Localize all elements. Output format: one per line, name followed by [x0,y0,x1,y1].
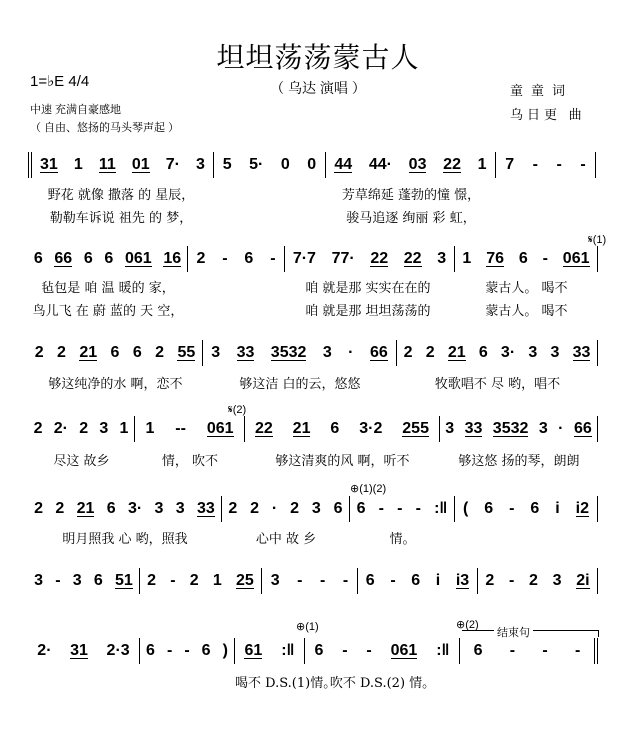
note-group: 6 [330,420,340,437]
note-group: 061 [562,250,590,267]
note-group: ( [462,500,469,517]
lyric-segment: 喝不 D.S.(1)情。 [235,676,337,691]
note-group: -- [175,420,186,437]
note-group: - [390,572,396,589]
measure [140,568,262,594]
lyric-segment [460,672,598,691]
note-group: 76 [486,250,504,267]
lyric-segment [188,277,285,296]
note-group: - [170,572,176,589]
note-group: 6 [473,642,483,659]
note-group: 3532 [492,420,529,437]
note-group: - [580,156,586,173]
note-group: 3 [538,420,548,437]
lyric-segment: 牧歌唱不 尽 哟，唱不 [434,377,561,392]
note-group: 6 [478,344,488,361]
note-group: 3 [437,250,447,267]
system-2 [28,246,598,272]
note-group: 22 [370,250,389,267]
lyric-segment: 够这纯净的水 啊，恋不 [48,377,183,392]
measure [478,568,598,594]
note-group: 21 [447,344,466,361]
note-group: 33 [464,420,483,437]
lyric-segment: 勒勒车诉说 祖先 的 梦， [49,211,193,226]
note-group: 3 [175,500,185,517]
note-group: 2 [189,572,199,589]
note-group: :‖ [436,642,450,659]
singer: （ 乌达 演唱 ） [270,80,366,96]
note-group: 6 [356,500,366,517]
note-group: 3· [500,344,516,361]
system-6 [28,568,598,594]
note-group: 2 [57,344,66,361]
measure [140,638,235,664]
lyric-segment [214,184,326,203]
lyric-segment: 咱 就是那 实实在在的 [305,281,435,296]
lyric-segment: 芳草绵延 蓬勃的憧 憬， [341,188,481,203]
note-group: - [55,572,61,589]
lyric-segment [496,207,596,226]
note-group: 1 [119,420,129,437]
measure [262,568,358,594]
measure [28,496,222,522]
note-group: 03 [408,156,427,173]
note-group: 2 [196,250,206,267]
system-5 [28,496,598,522]
note-group: :‖ [281,642,295,659]
note-group: 2 [33,420,43,437]
measure [203,340,397,366]
lyric-segment: 够这洁 白的云，悠悠 [239,377,361,392]
note-group: 2· [37,642,52,659]
note-group: · [271,500,278,517]
composer: 乌日更 曲 [510,107,586,122]
note-group: 0 [307,156,317,173]
note-group: 6 [201,642,211,659]
note-group: 55 [177,344,196,361]
note-group: 2·3 [106,642,130,659]
lyrics-2-verse-2 [28,300,598,319]
note-group: 33 [572,344,591,361]
note-group: - [574,642,581,659]
lyric-segment [140,672,235,691]
note-group: 6 [93,572,103,589]
note-group: 061 [124,250,152,267]
note-group: 061 [206,420,234,437]
note-group: 2 [290,500,299,517]
note-group: - [342,642,348,659]
note-group: 3 [550,344,560,361]
note-group: - [320,572,326,589]
system-4 [28,416,598,442]
note-group: 6 [33,250,43,267]
note-group: i [555,500,560,517]
note-group: 6 [530,500,540,517]
note-group: :‖ [434,500,448,517]
note-group: 6 [106,500,116,517]
system-3 [28,340,598,366]
note-group: 2 [34,344,44,361]
note-group: 33 [197,500,215,517]
note-group: 6 [518,250,528,267]
note-group: - [508,572,515,589]
note-group: 2 [485,572,495,589]
lyric-segment [496,184,596,203]
measure [28,152,214,178]
note-group: 2 [79,420,89,437]
lyrics-2-verse-1 [28,277,598,296]
measure [326,152,496,178]
note-group: 6 [244,250,254,267]
note-group: 3 [34,572,44,589]
lyric-segment: 情， 吹不 [161,454,219,469]
intro-note: （ 自由、悠扬的马头琴声起 ） [30,122,180,134]
note-group: 2i [576,572,590,589]
note-group: 1 [212,572,222,589]
lyrics-1-verse-1 [28,184,598,203]
note-group: - [556,156,562,173]
note-group: 255 [402,420,429,437]
lyric-segment: 吹不 D.S.(2) 情。 [329,676,436,691]
measure [285,246,455,272]
measure [245,416,440,442]
note-group: 21 [292,420,311,437]
measure [455,496,598,522]
note-group: 6 [314,642,324,659]
tempo-marking: 中速 充满自豪感地 [30,104,122,116]
note-group: 5· [249,156,264,173]
lyric-segment [214,207,326,226]
note-group: 66 [573,420,592,437]
coda-1-2: ⊕(1)(2) [350,483,387,495]
lyrics-4 [28,450,598,469]
note-group: 11 [98,156,116,173]
lyric-segment: 咱 就是那 坦坦荡荡的 [305,304,435,319]
note-group: 01 [131,156,150,173]
note-group: 22 [254,420,273,437]
note-group: 21 [76,500,95,517]
measure [235,638,305,664]
lyric-segment: 情。 [389,532,416,547]
note-group: 44· [368,156,392,173]
note-group: 2 [250,500,260,517]
note-group: 3·2 [359,420,383,437]
note-group: 5 [222,156,232,173]
note-group: 31 [70,642,88,659]
note-group: 2 [55,500,65,517]
note-group: - [509,500,515,517]
lyric-segment: 毡包是 咱 温 暖的 家， [41,281,175,296]
note-group: 6 [365,572,375,589]
measure [397,340,598,366]
note-group: 33 [236,344,255,361]
note-group: 22 [403,250,422,267]
segno-1: 𝄋(1) [588,234,607,246]
lyric-segment [188,300,285,319]
note-group: 22 [443,156,461,173]
note-group: 2 [155,344,165,361]
note-group: 44 [334,156,353,173]
note-group: 0 [280,156,290,173]
measure [350,496,455,522]
lyric-segment: 尽这 故乡 [53,454,110,469]
note-group: ) [222,642,228,659]
lyric-segment [455,528,598,547]
note-group: 2 [403,344,413,361]
system-1 [28,152,598,178]
measure [28,340,203,366]
lyricist: 童童词 [510,83,574,98]
measure [28,638,140,664]
note-group: 2 [34,500,44,517]
note-group: 66 [369,344,388,361]
note-group: 3 [154,500,164,517]
note-group: - [532,156,538,173]
note-group: - [297,572,303,589]
note-group: - [184,642,190,659]
note-group: 31 [40,156,58,173]
key-signature: 1=♭E 4/4 [30,73,90,90]
note-group: 3 [445,420,455,437]
note-group: 6 [83,250,93,267]
lyrics-5 [28,528,598,547]
measure [188,246,285,272]
note-group: 2 [147,572,157,589]
note-group: 1 [462,250,472,267]
note-group: 7 [505,156,515,173]
lyric-segment: 够这悠 扬的琴，朗朗 [458,454,580,469]
note-group: 2 [529,572,538,589]
note-group: 3 [322,344,332,361]
note-group: 2· [53,420,68,437]
measure [222,496,350,522]
note-group: - [222,250,228,267]
lyric-segment [28,672,140,691]
note-group: · [348,344,354,361]
measure [496,152,596,178]
note-group: - [342,572,349,589]
lyric-segment: 骏马追逐 绚丽 彩 虹， [346,211,476,226]
measure [455,246,598,272]
note-group: 6 [146,642,155,659]
coda-2: ⊕(2) [456,619,479,631]
measure [214,152,326,178]
note-group: 7·7 [292,250,316,267]
lyric-segment: 心中 故 乡 [255,532,317,547]
note-group: 61 [244,642,263,659]
note-group: 6 [333,500,343,517]
note-group: 25 [236,572,254,589]
measure [440,416,598,442]
note-group: - [270,250,276,267]
note-group: - [366,642,372,659]
ending-label: 结束句 [494,624,533,640]
note-group: 3 [270,572,280,589]
note-group: 3 [72,572,82,589]
note-group: 16 [163,250,182,267]
note-group: - [397,500,403,517]
note-group: 1 [477,156,487,173]
measure [135,416,245,442]
note-group: i2 [575,500,589,517]
note-group: 3 [528,344,538,361]
note-group: 6 [484,500,494,517]
lyric-segment: 鸟儿飞 在 蔚 蓝的 天 空， [32,304,184,319]
note-group: 3 [196,156,205,173]
lyric-segment: 够这清爽的风 啊，听不 [275,454,410,469]
measure [28,246,188,272]
lyric-segment: 野花 就像 撒落 的 星辰， [47,188,195,203]
coda-1: ⊕(1) [296,621,319,633]
note-group: - [509,642,516,659]
measure [28,568,140,594]
note-group: 3 [99,420,109,437]
lyrics-3 [28,373,598,392]
note-group: 3532 [270,344,307,361]
lyric-segment: 蒙古人。 喝不 [485,281,568,296]
note-group: 1 [145,420,155,437]
note-group: 51 [115,572,133,589]
note-group: 21 [79,344,98,361]
segno-2: 𝄋(2) [228,404,247,416]
measure [28,416,135,442]
note-group: - [415,500,421,517]
note-group: 6 [110,344,120,361]
lyrics-1-verse-2 [28,207,598,226]
note-group: - [166,642,173,659]
note-group: 3 [311,500,321,517]
measure [460,638,598,664]
lyrics-7 [28,672,598,691]
note-group: · [558,420,564,437]
lyric-segment: 蒙古人。 喝不 [485,304,568,319]
note-group: 77· [331,250,355,267]
note-group: - [542,250,548,267]
note-group: - [378,500,384,517]
note-group: 3· [127,500,143,517]
note-group: 2 [425,344,435,361]
note-group: i [435,572,441,589]
song-title: 坦坦荡荡蒙古人 [216,42,420,73]
note-group: 3 [552,572,562,589]
note-group: 2 [228,500,238,517]
measure [305,638,460,664]
system-7 [28,638,598,664]
note-group: - [542,642,548,659]
note-group: 1 [73,156,83,173]
note-group: i3 [455,572,470,589]
note-group: 66 [54,250,73,267]
measure [358,568,478,594]
lyric-segment: 明月照我 心 哟，照我 [62,532,188,547]
note-group: 6 [411,572,421,589]
note-group: 6 [104,250,114,267]
note-group: 7· [165,156,180,173]
note-group: 3 [211,344,221,361]
note-group: 061 [390,642,418,659]
note-group: 6 [132,344,142,361]
